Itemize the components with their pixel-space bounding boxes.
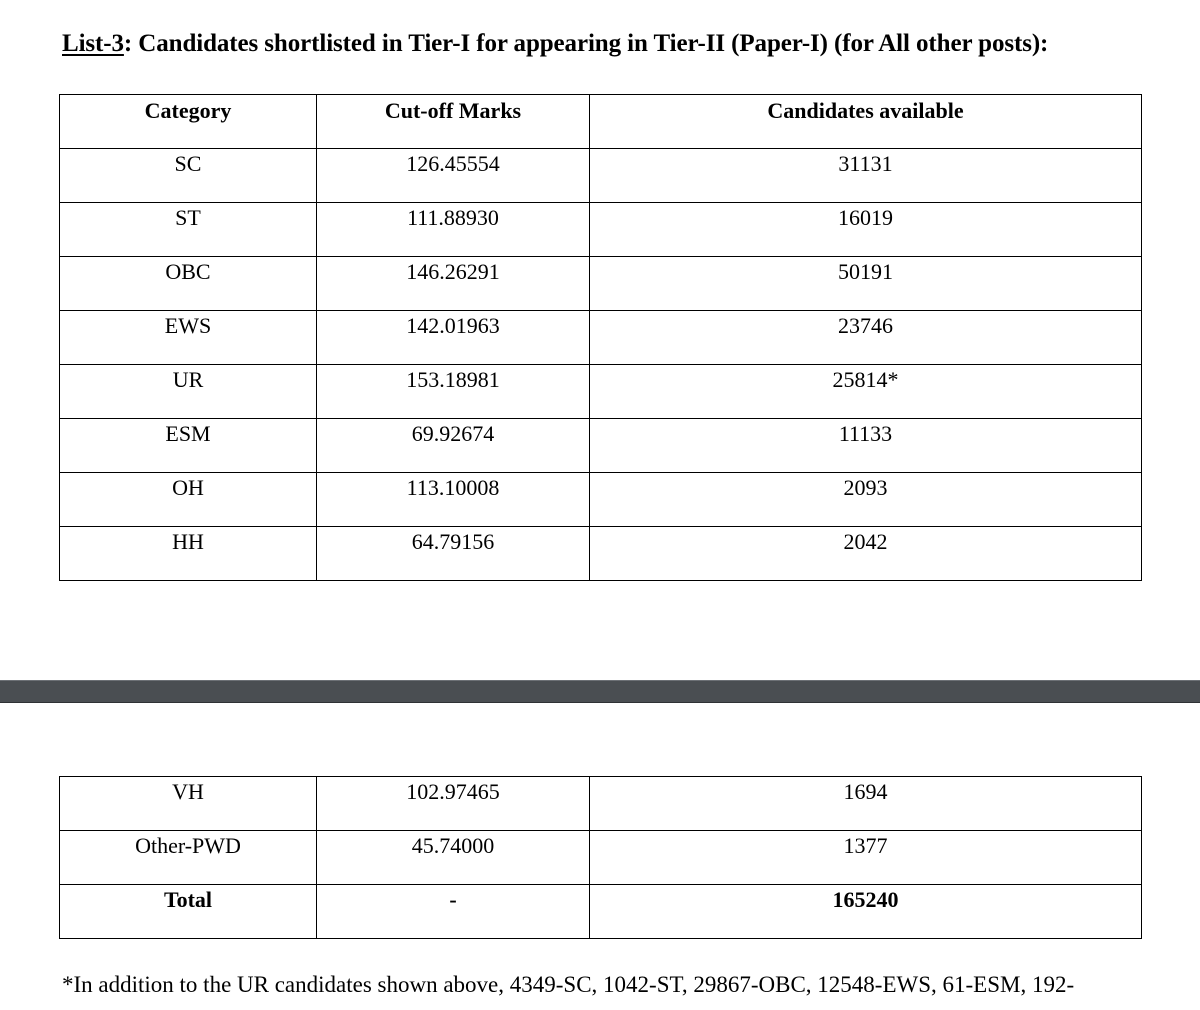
page-separator [0,680,1200,703]
table-row [60,149,1142,203]
cutoff-cell: 69.92674 [317,419,590,473]
available-cell: 11133 [590,419,1142,473]
table-row [60,777,1142,831]
available-cell: 1694 [590,777,1142,831]
list-title: : Candidates shortlisted in Tier-I for appearing in Tier-II (Paper-I) (for All other posts): [123,30,1049,57]
cutoff-cell: 64.79156 [317,527,590,581]
category-cell: VH [60,777,317,831]
available-cell: 23746 [590,311,1142,365]
cutoff-cell: 153.18981 [317,365,590,419]
list-heading [62,30,1048,58]
cutoff-cell: 142.01963 [317,311,590,365]
category-cell: SC [60,149,317,203]
cutoff-cell: 45.74000 [317,831,590,885]
available-cell: 31131 [590,149,1142,203]
available-cell: 2093 [590,473,1142,527]
category-cell: HH [60,527,317,581]
total-row [60,885,1142,939]
category-cell: OBC [60,257,317,311]
table-row [60,257,1142,311]
category-cell: EWS [60,311,317,365]
table-row [60,831,1142,885]
table-row [60,203,1142,257]
column-header-category: Category [60,95,317,149]
category-cell: OH [60,473,317,527]
category-cell: UR [60,365,317,419]
cutoff-table-part-2 [59,776,1142,939]
category-cell: Other-PWD [60,831,317,885]
list-number: List-3 [62,30,124,57]
category-cell: ESM [60,419,317,473]
table-row [60,419,1142,473]
available-cell: 25814* [590,365,1142,419]
column-header-cutoff-marks: Cut-off Marks [317,95,590,149]
table-header-row [60,95,1142,149]
total-label-cell: Total [60,885,317,939]
cutoff-cell: 102.97465 [317,777,590,831]
available-cell: 2042 [590,527,1142,581]
column-header-candidates-available: Candidates available [590,95,1142,149]
footnote: *In addition to the UR candidates shown above, 4349-SC, 1042-ST, 29867-OBC, 12548-EWS, 61-ESM, 192- [62,972,1075,997]
cutoff-cell: 126.45554 [317,149,590,203]
cutoff-cell: 146.26291 [317,257,590,311]
category-cell: ST [60,203,317,257]
cutoff-table-part-1 [59,94,1142,581]
table-row [60,311,1142,365]
available-cell: 50191 [590,257,1142,311]
table-row [60,527,1142,581]
table-row [60,473,1142,527]
available-cell: 1377 [590,831,1142,885]
total-available-cell: 165240 [590,885,1142,939]
cutoff-cell: 111.88930 [317,203,590,257]
available-cell: 16019 [590,203,1142,257]
total-cutoff-cell: - [317,885,590,939]
cutoff-cell: 113.10008 [317,473,590,527]
table-row [60,365,1142,419]
